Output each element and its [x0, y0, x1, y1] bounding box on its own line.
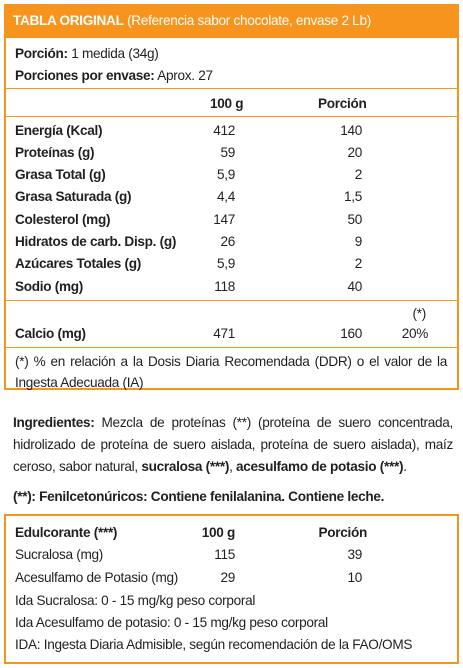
allergen-warning: (**): Fenilcetonúricos: Contiene fenilalanina. Contiene leche.: [13, 489, 385, 504]
table-header: [6, 6, 457, 38]
row-value-ddr: 20%: [401, 326, 428, 341]
row-label-total-fat: Grasa Total (g): [15, 167, 106, 182]
portion-value: 1 medida (34g): [71, 46, 159, 61]
ingredients-text: Mezcla de proteínas (**) (proteína de suero concentrada, hidrolizado de proteína de suero aislada, proteína de suero aislada), maíz ceroso, sabor natural,: [13, 415, 453, 474]
sweetener-header-label: Edulcorante (***): [15, 525, 118, 540]
row-value-portion: 9: [354, 234, 362, 249]
row-label-proteins: Proteínas (g): [15, 145, 95, 160]
row-label-sodium: Sodio (mg): [15, 279, 83, 294]
row-value-portion: 40: [347, 279, 362, 294]
ingredients-label: Ingredientes:: [13, 415, 95, 430]
sweetener-table: [4, 514, 459, 664]
sweetener-row-value-portion: 39: [347, 547, 362, 562]
portion-line: [15, 45, 158, 62]
row-value-100g: 26: [220, 234, 235, 249]
sweetener-note: IDA: Ingesta Diaria Admisible, según recomendación de la FAO/OMS: [15, 637, 413, 652]
row-value-portion: 140: [340, 123, 362, 138]
row-label-carbs: Hidratos de carb. Disp. (g): [15, 234, 177, 249]
divider: [6, 88, 457, 89]
column-header-100g: 100 g: [210, 96, 244, 111]
sweetener-column-100g: 100 g: [201, 525, 235, 540]
row-value-portion: 50: [347, 212, 362, 227]
row-value-100g: 147: [213, 212, 235, 227]
row-label-calcium: Calcio (mg): [15, 326, 86, 341]
row-label-cholesterol: Colesterol (mg): [15, 212, 111, 227]
row-value-100g: 4,4: [217, 189, 235, 204]
ddr-header: (*): [412, 306, 426, 321]
servings-line: [15, 67, 213, 84]
row-value-100g: 412: [213, 123, 235, 138]
sweetener-column-portion: Porción: [318, 525, 367, 540]
row-value-portion: 2: [354, 256, 362, 271]
row-value-portion: 160: [340, 326, 362, 341]
table-subtitle: (Referencia sabor chocolate, envase 2 Lb): [127, 13, 371, 28]
row-value-100g: 5,9: [217, 167, 235, 182]
table-title: TABLA ORIGINAL: [13, 13, 124, 28]
divider: [6, 116, 457, 117]
sweetener-row-value-100g: 115: [214, 547, 235, 562]
row-label-energy: Energía (Kcal): [15, 123, 103, 138]
row-label-saturated-fat: Grasa Saturada (g): [15, 189, 132, 204]
ingredients-paragraph: [13, 412, 453, 478]
ingredient-acesulfame: acesulfamo de potasio (***): [236, 459, 404, 474]
sweetener-row-label: Acesulfamo de Potasio (mg): [15, 570, 178, 585]
sweetener-note: Ida Sucralosa: 0 - 15 mg/kg peso corporal: [15, 593, 256, 608]
ingredients-separator: ,: [229, 459, 233, 474]
servings-value: Aprox. 27: [157, 68, 213, 83]
row-value-100g: 5,9: [217, 256, 235, 271]
row-value-portion: 20: [347, 145, 362, 160]
ingredients-end: .: [403, 459, 407, 474]
column-header-portion: Porción: [318, 96, 367, 111]
row-value-100g: 59: [220, 145, 235, 160]
ddr-footnote: (*) % en relación a la Dosis Diaria Recomendada (DDR) o el valor de la Ingesta Adecuada (IA): [15, 354, 447, 390]
row-label-sugars: Azúcares Totales (g): [15, 256, 141, 271]
row-value-portion: 1,5: [344, 189, 362, 204]
nutrition-table: [4, 4, 459, 390]
sweetener-row-value-100g: 29: [220, 570, 235, 585]
sweetener-note: Ida Acesulfamo de potasio: 0 - 15 mg/kg peso corporal: [15, 615, 328, 630]
sweetener-row-value-portion: 10: [347, 570, 362, 585]
row-value-100g: 118: [214, 279, 235, 294]
portion-label: Porción:: [15, 46, 68, 61]
sweetener-row-label: Sucralosa (mg): [15, 547, 103, 562]
servings-label: Porciones por envase:: [15, 68, 155, 83]
row-value-portion: 2: [354, 167, 362, 182]
row-value-100g: 471: [213, 326, 235, 341]
divider: [6, 300, 457, 301]
ingredient-sucralose: sucralosa (***): [141, 459, 230, 474]
divider: [6, 347, 457, 348]
